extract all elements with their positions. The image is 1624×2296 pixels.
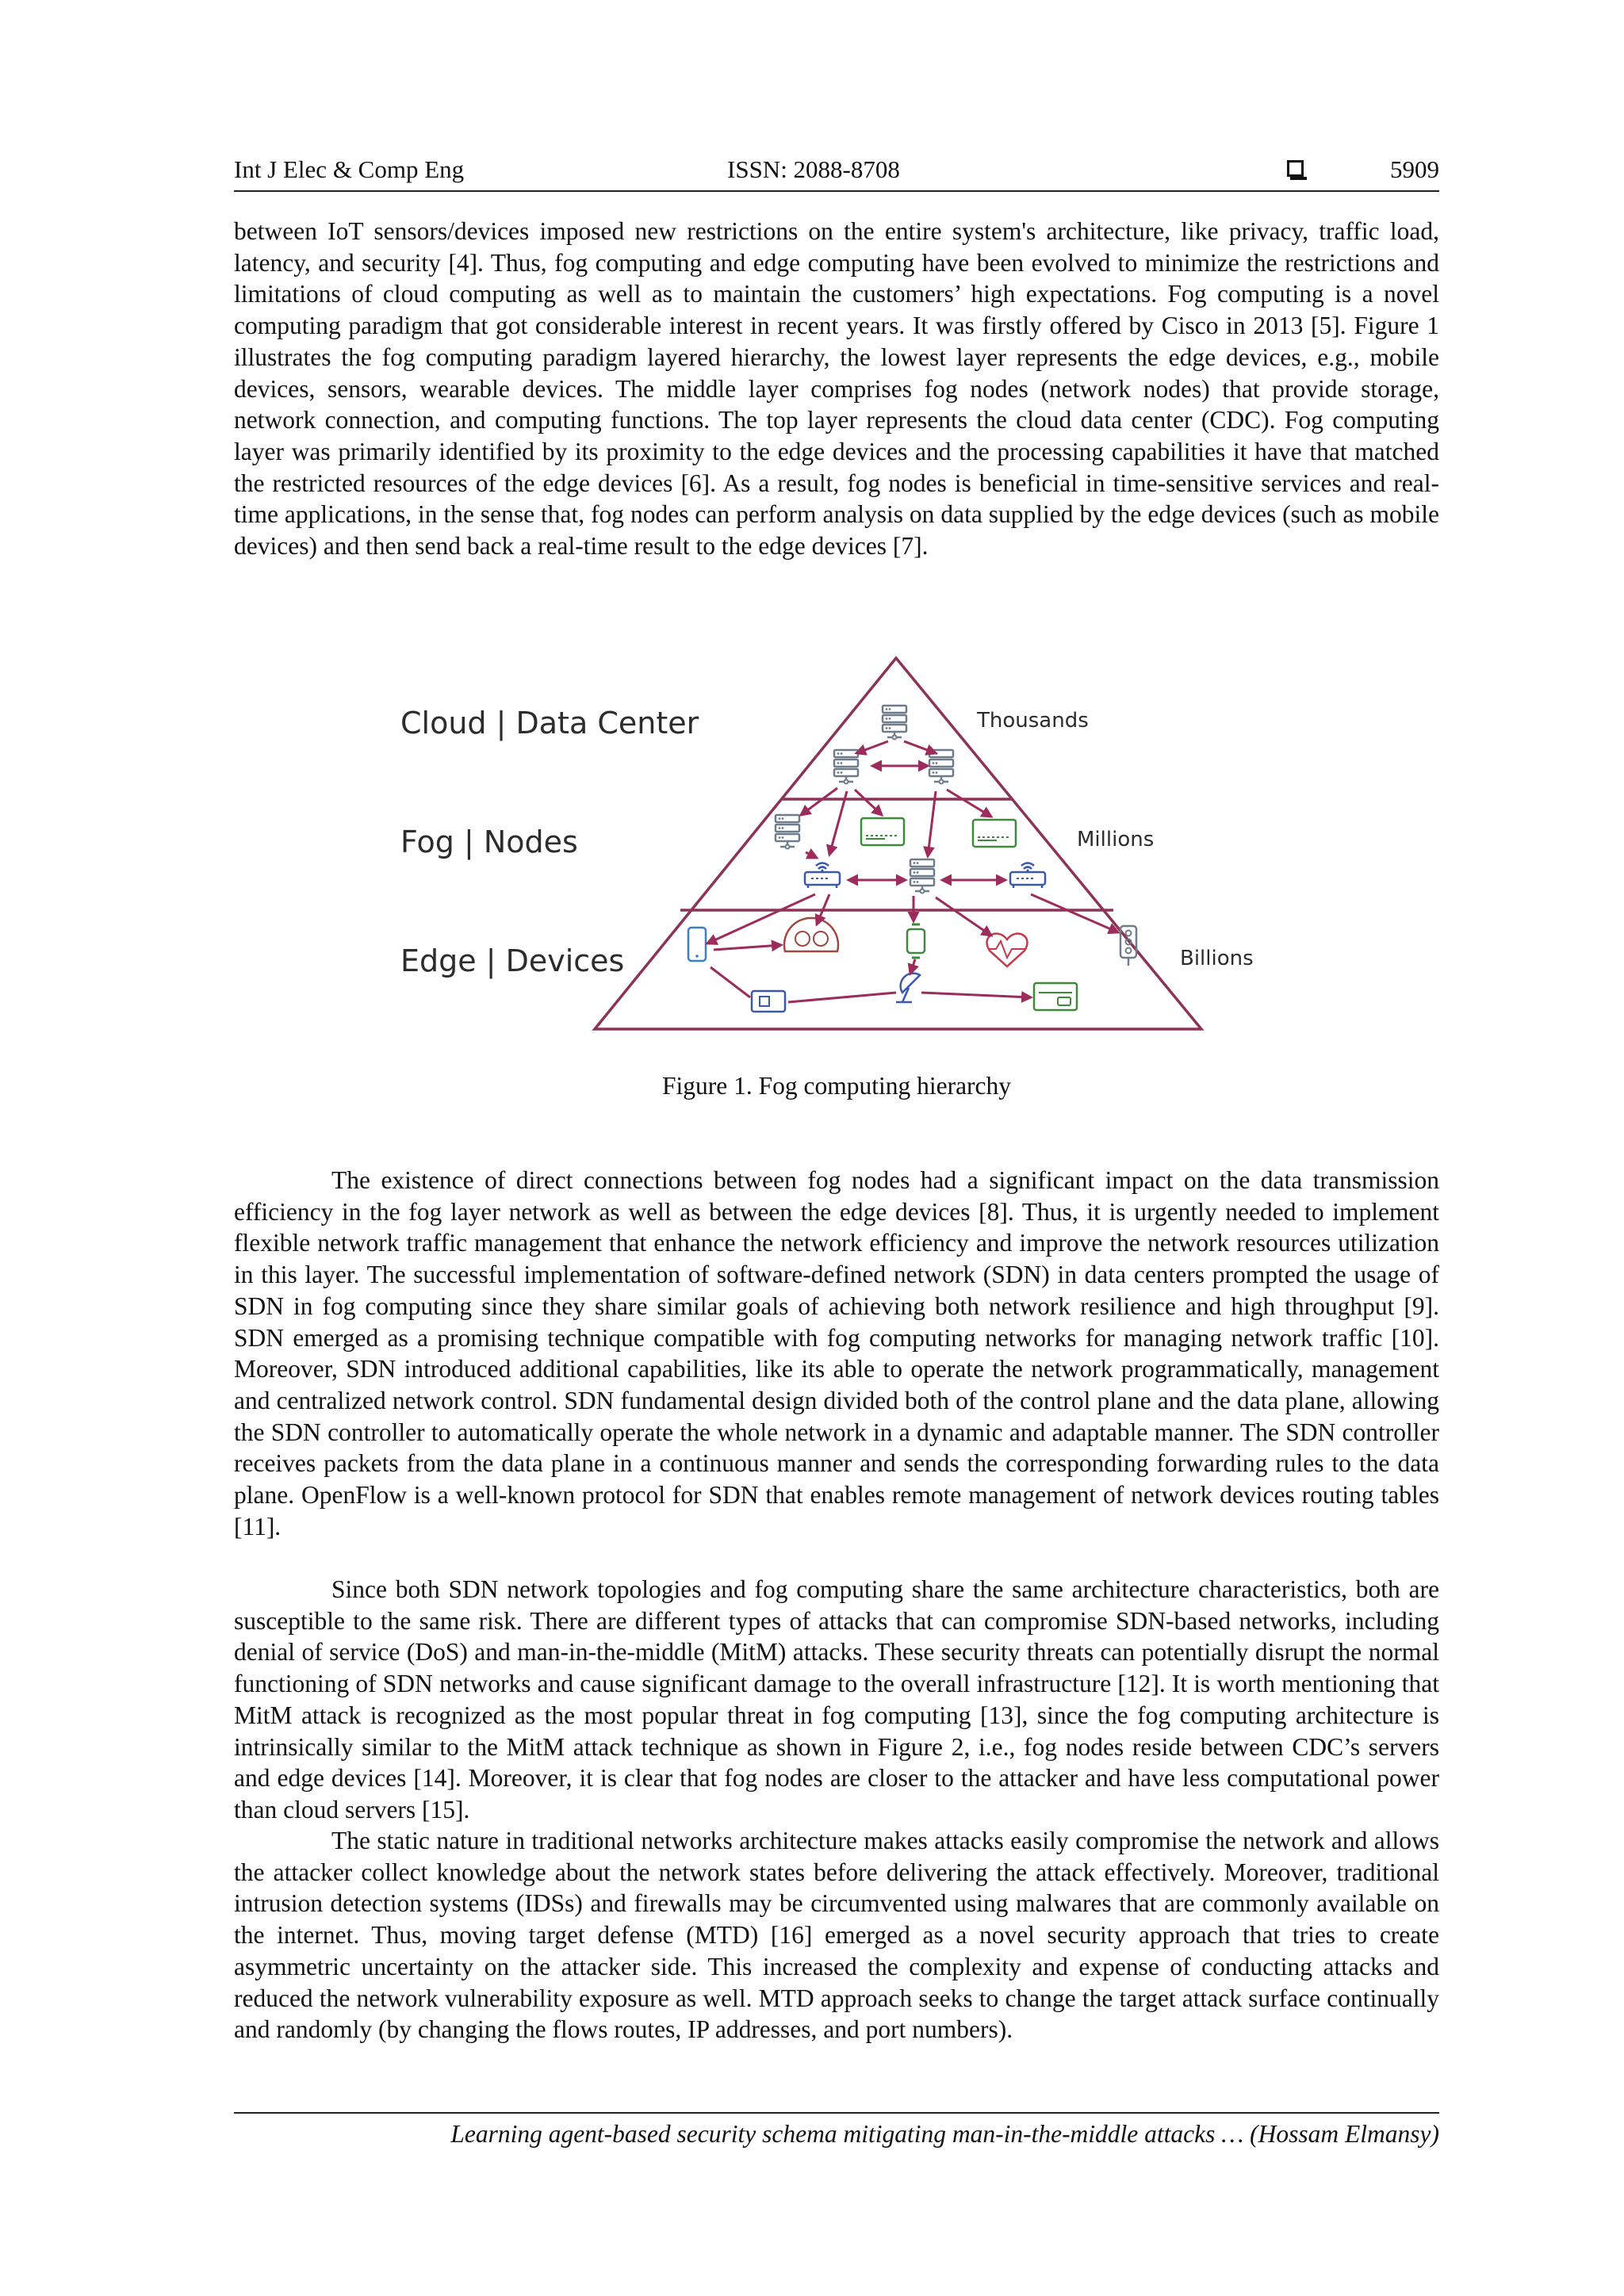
body-paragraph: The existence of direct connections between fog nodes had a significant impact on the data transmission efficiency in the fog layer network as well as between the edge devices [8]. Thus, it is urgently needed to implement flexible network traffic management that enhance the network efficiency and improve the network resources utilization in this layer. The successful implementation of software-defined network (SDN) in data centers prompted the usage of SDN in fog computing since they share similar goals of achieving both network resilience and high throughput [9]. SDN emerged as a promising technique compatible with fog computing networks for managing network traffic [10]. Moreover, SDN introduced additional capabilities, like its able to operate the network programmatically, management and centralized network control. SDN fundamental design divided both of the control plane and the data plane, allowing the SDN controller to automatically operate the whole network in a dynamic and adaptable manner. The SDN controller receives packets from the data plane in a continuous manner and sends the corresponding forwarding rules to the data plane. OpenFlow is a well-known protocol for SDN that enables remote management of network devices routing tables [11]. <box>234 1166 1439 1540</box>
satellite-dish-icon <box>896 974 920 1002</box>
layer-label-cloud: Cloud | Data Center <box>400 706 699 740</box>
smartwatch-icon <box>907 924 925 958</box>
journal-name: Int J Elec & Comp Eng <box>234 155 465 183</box>
fog-switch-icon <box>861 818 904 845</box>
wifi-router-icon <box>1010 863 1045 889</box>
page-header <box>234 155 1439 192</box>
card-reader-icon <box>1034 983 1077 1010</box>
wifi-router-icon <box>805 863 840 889</box>
page-footer <box>234 2112 1439 2149</box>
connection-arrows <box>707 741 1118 1002</box>
gauge-sensor-icon <box>784 918 838 951</box>
running-title: Learning agent-based security schema mitigating man-in-the-middle attacks … (Hossam Elmansy) <box>450 2120 1439 2148</box>
issn: ISSN: 2088-8708 <box>727 155 900 183</box>
cloud-server-icon <box>834 750 858 784</box>
heart-monitor-icon <box>987 934 1028 966</box>
figure-caption: Figure 1. Fog computing hierarchy <box>661 1072 1012 1100</box>
body-paragraph: between IoT sensors/devices imposed new restrictions on the entire system's architecture, like privacy, traffic load, latency, and security [4]. Thus, fog computing and edge computing have been evolved to minimize the restrictions and limitations of cloud computing as well as to maintain the customers’ high expectations. Fog computing is a novel computing paradigm that got considerable interest in recent years. It was firstly offered by Cisco in 2013 [5]. Figure 1 illustrates the fog computing paradigm layered hierarchy, the lowest layer represents the edge devices, e.g., mobile devices, sensors, wearable devices. The middle layer comprises fog nodes (network nodes) that provide storage, network connection, and computing functions. The top layer represents the cloud data center (CDC). Fog computing layer was primarily identified by its proximity to the edge devices and the processing capabilities it have that matched the restricted resources of the edge devices [6]. As a result, fog nodes is beneficial in time-sensitive services and real-time applications, in the sense that, fog nodes can perform analysis on data supplied by the edge devices (such as mobile devices) and then send back a real-time result to the edge devices [7]. <box>234 217 1439 561</box>
square-bullet-icon <box>1287 160 1304 177</box>
count-label-millions: Millions <box>1077 828 1155 851</box>
layer-label-edge: Edge | Devices <box>400 943 625 978</box>
count-label-thousands: Thousands <box>977 709 1089 733</box>
fog-server-icon <box>776 815 799 849</box>
figure-fog-hierarchy <box>381 650 1300 1047</box>
cloud-server-icon <box>883 706 906 740</box>
circuit-board-icon <box>752 991 785 1012</box>
smartphone-icon <box>688 928 706 961</box>
layer-label-fog: Fog | Nodes <box>400 825 578 859</box>
body-paragraph: The static nature in traditional networks architecture makes attacks easily compromise the network and allows the attacker collect knowledge about the network states before delivering the attack effectively. Moreover, traditional intrusion detection systems (IDSs) and firewalls may be circumvented using malwares that are commonly available on the internet. Thus, moving target defense (MTD) [16] emerged as a novel security approach that tries to create asymmetric uncertainty on the attacker side. This increased the complexity and expense of conducting attacks and reduced the network vulnerability exposure as well. MTD approach seeks to change the target attack surface continually and randomly (by changing the flows routes, IP addresses, and port numbers). <box>234 1827 1439 2044</box>
count-label-billions: Billions <box>1180 947 1254 970</box>
page-number: 5909 <box>1390 155 1439 183</box>
fog-server-icon <box>910 859 934 894</box>
cloud-server-icon <box>929 750 953 784</box>
fog-switch-icon <box>973 820 1016 847</box>
body-paragraph: Since both SDN network topologies and fog computing share the same architecture characteristics, both are susceptible to the same risk. There are different types of attacks that can compromise SDN-based networks, including denial of service (DoS) and man-in-the-middle (MitM) attacks. These security threats can potentially disrupt the normal functioning of SDN networks and cause significant damage to the overall infrastructure [12]. It is worth mentioning that MitM attack is recognized as the most popular threat in fog computing [13], since the fog computing architecture is intrinsically similar to the MitM attack technique as shown in Figure 2, i.e., fog nodes reside between CDC’s servers and edge devices [14]. Moreover, it is clear that fog nodes are closer to the attacker and have less computational power than cloud servers [15]. <box>234 1575 1439 1823</box>
